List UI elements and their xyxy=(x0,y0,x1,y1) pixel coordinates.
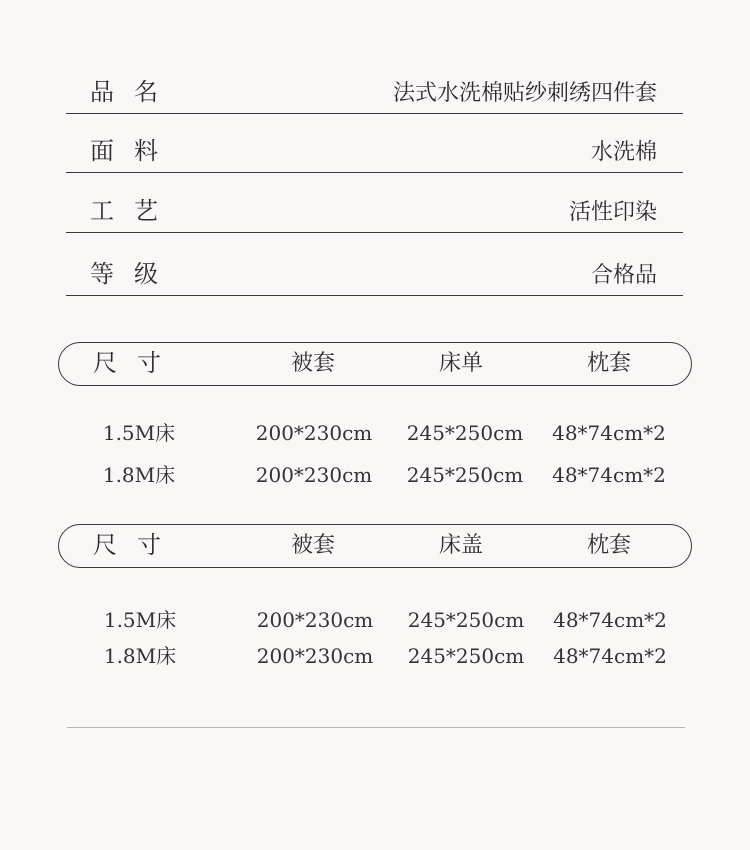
header-bed-sheet: 床单 xyxy=(438,351,484,376)
cell-bed-sheet: 245*250cm xyxy=(406,463,524,487)
spec-row-name xyxy=(66,67,683,114)
spec-value: 合格品 xyxy=(590,263,657,288)
header-duvet-cover: 被套 xyxy=(290,533,336,558)
cell-bedspread: 245*250cm xyxy=(407,644,525,668)
cell-bed-sheet: 245*250cm xyxy=(406,421,524,445)
cell-duvet-cover: 200*230cm xyxy=(256,644,374,668)
cell-pillowcase: 48*74cm*2 xyxy=(552,421,666,445)
cell-duvet-cover: 200*230cm xyxy=(256,608,374,632)
header-bedspread: 床盖 xyxy=(438,533,484,558)
table-row xyxy=(0,460,750,490)
cell-bed-size: 1.8M床 xyxy=(102,463,176,487)
spec-value: 活性印染 xyxy=(568,200,657,225)
table-row xyxy=(0,605,750,635)
spec-label: 面料 xyxy=(90,137,178,165)
spec-row-grade xyxy=(66,249,683,296)
cell-pillowcase: 48*74cm*2 xyxy=(552,463,666,487)
spec-value: 法式水洗棉贴纱刺绣四件套 xyxy=(392,81,657,106)
spec-value: 水洗棉 xyxy=(590,140,657,165)
table-row xyxy=(0,418,750,448)
cell-bed-size: 1.5M床 xyxy=(102,421,176,445)
header-pillowcase: 枕套 xyxy=(586,533,632,558)
bottom-divider xyxy=(67,727,685,728)
header-size: 尺寸 xyxy=(93,531,181,559)
size-table-header xyxy=(58,342,692,386)
cell-bed-size: 1.5M床 xyxy=(103,608,177,632)
spec-row-fabric xyxy=(66,126,683,173)
cell-pillowcase: 48*74cm*2 xyxy=(553,608,667,632)
spec-label: 工艺 xyxy=(90,197,178,225)
cell-duvet-cover: 200*230cm xyxy=(255,463,373,487)
header-duvet-cover: 被套 xyxy=(290,351,336,376)
spec-label: 等级 xyxy=(90,260,178,288)
size-table-header xyxy=(58,524,692,568)
cell-pillowcase: 48*74cm*2 xyxy=(553,644,667,668)
cell-bedspread: 245*250cm xyxy=(407,608,525,632)
header-pillowcase: 枕套 xyxy=(586,351,632,376)
cell-duvet-cover: 200*230cm xyxy=(255,421,373,445)
table-row xyxy=(0,641,750,671)
header-size: 尺寸 xyxy=(93,349,181,377)
cell-bed-size: 1.8M床 xyxy=(103,644,177,668)
spec-label: 品名 xyxy=(90,78,178,106)
spec-row-craft xyxy=(66,186,683,233)
